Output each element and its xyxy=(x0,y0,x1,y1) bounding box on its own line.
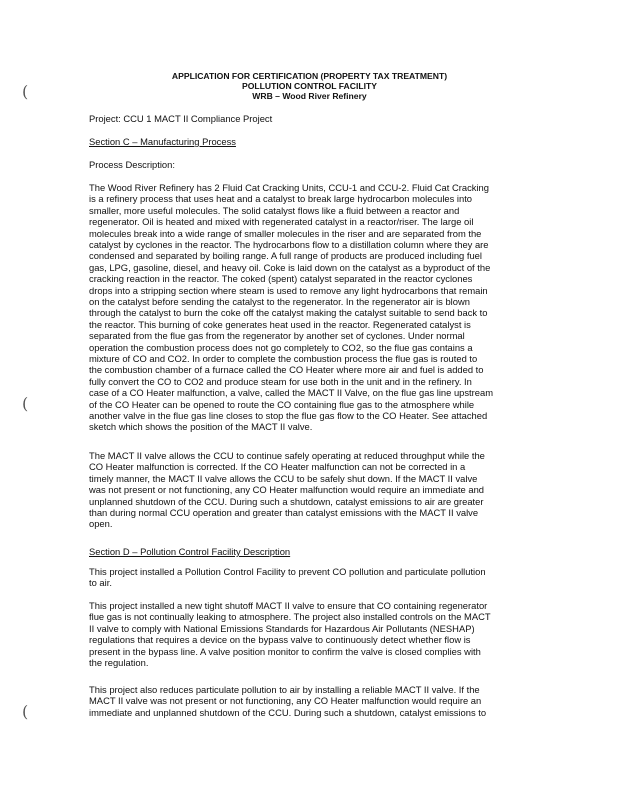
text-line: unplanned shutdown of the CCU. During such a shutdown, catalyst emissions to air are greater xyxy=(89,495,484,507)
section-c-heading: Section C – Manufacturing Process xyxy=(89,136,236,147)
text-line: regulations that requires a device on the bypass valve to continuously detect whether flow is xyxy=(89,634,471,646)
text-line: CO Heater malfunction is corrected. If the CO Heater malfunction can not be corrected in a xyxy=(89,461,466,473)
text-line: This project also reduces particulate pollution to air by installing a reliable MACT II valve. If the xyxy=(89,684,480,695)
text-line: flue gas is not continually leaking to atmosphere. The project also installed controls on the MACT xyxy=(89,611,491,623)
text-line: catalyst by cyclones in the reactor. The hydrocarbons flow to a distillation column where they are xyxy=(89,239,489,250)
text-line: present in the bypass line. A valve position monitor to confirm the valve is closed complies with xyxy=(89,645,481,657)
text-line: the regulation. xyxy=(89,657,149,668)
text-line: This project installed a new tight shutoff MACT II valve to ensure that CO containing regenerator xyxy=(89,600,488,611)
project-title: Project: CCU 1 MACT II Compliance Project xyxy=(89,113,273,124)
text-line: timely manner, the MACT II valve allows the CCU to be safely shut down. If the MACT II valve xyxy=(89,472,478,484)
header-line-3: WRB – Wood River Refinery xyxy=(252,91,367,101)
text-line: condensed and separated by boiling range. A full range of products are produced including fuel xyxy=(89,250,482,262)
text-line: The MACT II valve allows the CCU to continue safely operating at reduced throughput while the xyxy=(89,450,485,461)
process-description-label: Process Description: xyxy=(89,159,175,170)
hole-punch-mark: ( xyxy=(22,702,29,721)
text-line: operation the combustion process does not go completely to CO2, so the flue gas contains a xyxy=(89,341,473,353)
section-d-heading: Section D – Pollution Control Facility Description xyxy=(89,546,291,557)
text-line: regenerator. Oil is heated and mixed with regenerated catalyst in a reactor/riser. The large oil xyxy=(89,216,474,228)
text-line: The Wood River Refinery has 2 Fluid Cat Cracking Units, CCU-1 and CCU-2. Fluid Cat Cracking xyxy=(89,182,489,193)
text-line: through the catalyst to burn the coke off the catalyst making the catalyst suitable to send back to xyxy=(89,307,488,319)
text-line: on the catalyst before sending the catalyst to the regenerator. In the regenerator air is blown xyxy=(89,296,470,307)
text-line: than during normal CCU operation and greater than catalyst emissions with the MACT II valve xyxy=(89,507,479,518)
hole-punch-mark: ( xyxy=(22,394,29,413)
text-line: fully convert the CO to CO2 and produce steam for use both in the unit and in the refinery. In xyxy=(89,375,472,387)
text-line: to air. xyxy=(89,577,112,589)
header-line-2: POLLUTION CONTROL FACILITY xyxy=(242,81,377,91)
text-line: molecules break into a wide range of smaller molecules in the riser and are separated from the xyxy=(89,227,482,239)
text-line: cracking reaction in the reactor. The coked (spent) catalyst separated in the reactor cyclones xyxy=(89,273,473,285)
text-line: II valve to comply with National Emissions Standards for Hazardous Air Pollutants (NESHAP) xyxy=(89,622,475,634)
text-line: is a refinery process that uses heat and a catalyst to break large hydrocarbon molecules into xyxy=(89,193,473,205)
text-line: smaller, more useful molecules. The solid catalyst flows like a fluid between a reactor and xyxy=(89,204,460,216)
text-line: the combustion chamber of a furnace called the CO Heater where more air and fuel is added to xyxy=(89,364,484,376)
text-line: drops into a stripping section where steam is used to remove any light hydrocarbons that remain xyxy=(89,284,488,296)
header-line-1: APPLICATION FOR CERTIFICATION (PROPERTY TAX TREATMENT) xyxy=(171,71,448,81)
text-line: mixture of CO and CO2. In order to complete the combustion process the flue gas is routed to xyxy=(89,353,478,364)
text-line: MACT II valve was not present or not functioning, any CO Heater malfunction would require an xyxy=(89,695,482,707)
text-line: gas, LPG, gasoline, diesel, and heavy oil. Coke is laid down on the catalyst as a byproduct of the xyxy=(89,261,491,273)
text-line: another valve in the flue gas line closes to stop the flue gas flow to the CO Heater. See attached xyxy=(89,410,488,421)
text-line: sketch which shows the position of the MACT II valve. xyxy=(89,421,313,433)
text-line: immediate and unplanned shutdown of the CCU. During such a shutdown, catalyst emissions to xyxy=(89,706,487,718)
text-line: separated from the flue gas from the regenerator by another set of cyclones. Under normal xyxy=(89,330,465,342)
text-line: This project installed a Pollution Control Facility to prevent CO pollution and particulate pollution xyxy=(89,566,486,577)
text-line: the reactor. This burning of coke generates heat used in the reactor. Regenerated catalyst is xyxy=(89,318,471,330)
hole-punch-mark: ( xyxy=(22,82,29,101)
text-line: case of a CO Heater malfunction, a valve, called the MACT II Valve, on the flue gas line upstream xyxy=(89,387,494,399)
text-line: open. xyxy=(89,518,113,530)
text-line: was not present or not functioning, any CO Heater malfunction would require an immediate and xyxy=(89,484,485,496)
text-line: of the CO Heater can be opened to route the CO containing flue gas to the atmosphere while xyxy=(89,398,475,410)
